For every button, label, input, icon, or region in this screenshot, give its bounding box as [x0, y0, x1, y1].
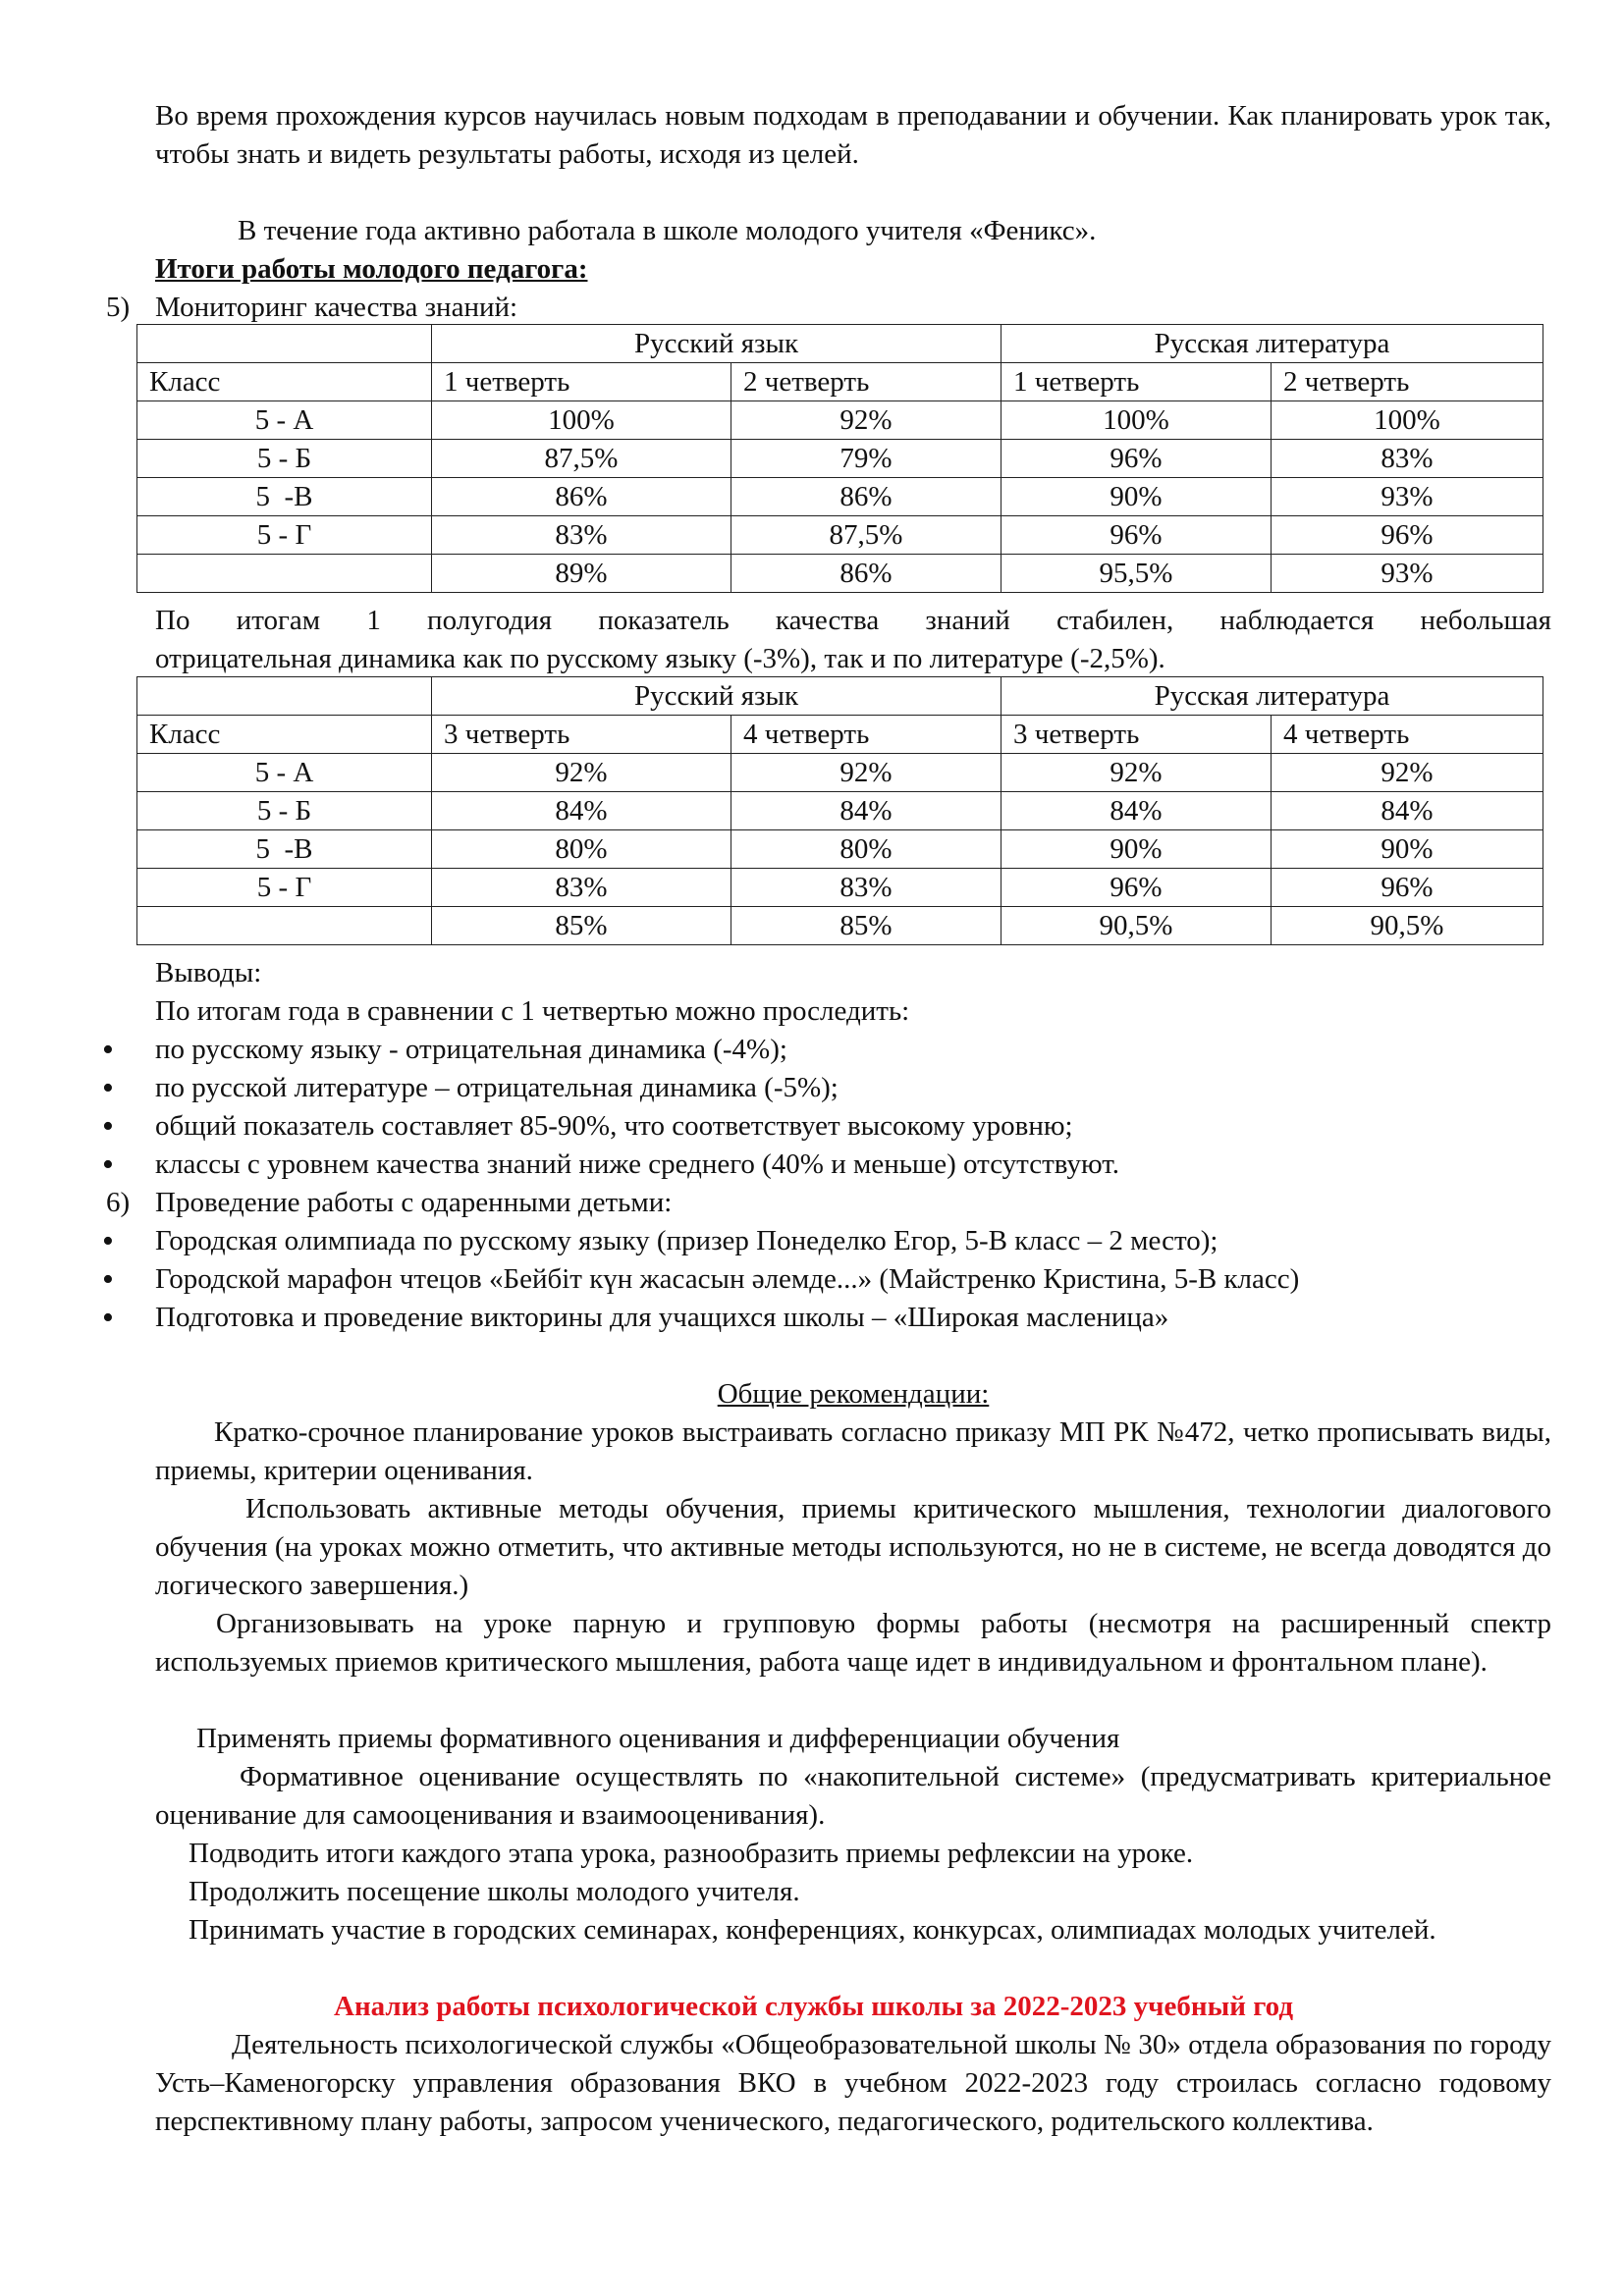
- class-cell: 5 - Г: [137, 516, 432, 555]
- value-cell: 80%: [432, 830, 731, 869]
- quarter-header: 1 четверть: [1001, 363, 1272, 401]
- quality-table-1: [136, 324, 1543, 593]
- value-cell: 83%: [731, 869, 1001, 907]
- table-row: [137, 830, 1543, 869]
- quarter-header: 1 четверть: [432, 363, 731, 401]
- value-cell: 79%: [731, 440, 1001, 478]
- value-cell: 80%: [731, 830, 1001, 869]
- table-header-row: [137, 677, 1543, 716]
- table-header-row: [137, 716, 1543, 754]
- total-cell: 86%: [731, 555, 1001, 593]
- class-cell: 5 -В: [137, 830, 432, 869]
- section-5-number: 5): [106, 292, 131, 323]
- table-cell: [137, 677, 432, 716]
- table-cell: [137, 325, 432, 363]
- section-6-number: 6): [106, 1187, 131, 1218]
- value-cell: 84%: [432, 792, 731, 830]
- class-column-header: Класс: [137, 716, 432, 754]
- table-row: [137, 440, 1543, 478]
- bullet-icon: •: [102, 1300, 114, 1336]
- value-cell: 96%: [1272, 516, 1543, 555]
- value-cell: 96%: [1001, 869, 1272, 907]
- class-cell: [137, 907, 432, 945]
- table-total-row: [137, 555, 1543, 593]
- table-row: [137, 401, 1543, 440]
- quarter-header: 4 четверть: [731, 716, 1001, 754]
- recommendation-paragraph: Организовывать на уроке парную и групповую формы работы (несмотря на расширенный спектр используемых приемов критического мышления, работа чаще идет в индивидуальном и фронтальном плане).: [155, 1608, 1551, 1678]
- quarter-header: 3 четверть: [1001, 716, 1272, 754]
- value-cell: 96%: [1001, 440, 1272, 478]
- value-cell: 100%: [1272, 401, 1543, 440]
- bullet-icon: •: [102, 1147, 114, 1183]
- recommendation-paragraph: Подводить итоги каждого этапа урока, разнообразить приемы рефлексии на уроке.: [189, 1838, 1194, 1869]
- quarter-header: 2 четверть: [731, 363, 1001, 401]
- section-6-title: Проведение работы с одаренными детьми:: [155, 1187, 673, 1218]
- table-row: [137, 792, 1543, 830]
- value-cell: 92%: [1272, 754, 1543, 792]
- conclusions-title: Выводы:: [155, 957, 262, 988]
- intro-paragraph-2: В течение года активно работала в школе молодого учителя «Феникс».: [238, 215, 1097, 246]
- results-heading: Итоги работы молодого педагога:: [155, 253, 588, 285]
- table-header-row: [137, 325, 1543, 363]
- bullet-icon: •: [102, 1108, 114, 1145]
- recommendation-paragraph: Принимать участие в городских семинарах, конференциях, конкурсах, олимпиадах молодых учителей.: [189, 1914, 1436, 1946]
- value-cell: 92%: [432, 754, 731, 792]
- class-cell: 5 - Б: [137, 440, 432, 478]
- class-column-header: Класс: [137, 363, 432, 401]
- bullet-icon: •: [102, 1032, 114, 1068]
- summary-line-1: По итогам 1 полугодия показатель качества знаний стабилен, наблюдается небольшая: [155, 605, 1551, 636]
- section-5-title: Мониторинг качества знаний:: [155, 292, 518, 323]
- recommendation-paragraph: Применять приемы формативного оценивания и дифференциации обучения: [196, 1723, 1120, 1754]
- value-cell: 92%: [731, 401, 1001, 440]
- table-total-row: [137, 907, 1543, 945]
- conclusion-item: по русскому языку - отрицательная динамика (-4%);: [155, 1034, 787, 1065]
- summary-line-2: отрицательная динамика как по русскому языку (-3%), так и по литературе (-2,5%).: [155, 643, 1165, 674]
- table-row: [137, 869, 1543, 907]
- total-cell: 89%: [432, 555, 731, 593]
- total-cell: 90,5%: [1001, 907, 1272, 945]
- value-cell: 100%: [1001, 401, 1272, 440]
- gifted-item: Подготовка и проведение викторины для учащихся школы – «Широкая масленица»: [155, 1302, 1169, 1333]
- bullet-icon: •: [102, 1223, 114, 1259]
- total-cell: 90,5%: [1272, 907, 1543, 945]
- value-cell: 84%: [731, 792, 1001, 830]
- value-cell: 83%: [1272, 440, 1543, 478]
- class-cell: 5 - Г: [137, 869, 432, 907]
- value-cell: 96%: [1272, 869, 1543, 907]
- quarter-header: 2 четверть: [1272, 363, 1543, 401]
- bullet-icon: •: [102, 1070, 114, 1106]
- total-cell: 93%: [1272, 555, 1543, 593]
- subject-header: Русский язык: [432, 325, 1001, 363]
- value-cell: 84%: [1272, 792, 1543, 830]
- value-cell: 87,5%: [731, 516, 1001, 555]
- class-cell: 5 - Б: [137, 792, 432, 830]
- quarter-header: 4 четверть: [1272, 716, 1543, 754]
- value-cell: 100%: [432, 401, 731, 440]
- class-cell: 5 -В: [137, 478, 432, 516]
- conclusion-item: по русской литературе – отрицательная динамика (-5%);: [155, 1072, 839, 1103]
- table-row: [137, 478, 1543, 516]
- bullet-icon: •: [102, 1261, 114, 1298]
- total-cell: 85%: [731, 907, 1001, 945]
- subject-header: Русский язык: [432, 677, 1001, 716]
- value-cell: 96%: [1001, 516, 1272, 555]
- recommendations-title: Общие рекомендации:: [717, 1378, 990, 1410]
- value-cell: 90%: [1001, 478, 1272, 516]
- value-cell: 90%: [1272, 830, 1543, 869]
- value-cell: 90%: [1001, 830, 1272, 869]
- recommendation-paragraph: Продолжить посещение школы молодого учителя.: [189, 1876, 800, 1907]
- table-row: [137, 754, 1543, 792]
- class-cell: 5 - А: [137, 401, 432, 440]
- subject-header: Русская литература: [1001, 325, 1543, 363]
- psych-service-paragraph: Деятельность психологической службы «Общеобразовательной школы № 30» отдела образования по городу Усть–Каменогорску управления образования ВКО в учебном 2022-2023 году строилась согласно годовому перспективному плану работы, запросом ученического, педагогического, родительского коллектива.: [155, 2029, 1551, 2137]
- value-cell: 83%: [432, 516, 731, 555]
- value-cell: 87,5%: [432, 440, 731, 478]
- psych-service-heading: Анализ работы психологической службы школы за 2022-2023 учебный год: [334, 1991, 1293, 2022]
- value-cell: 93%: [1272, 478, 1543, 516]
- quality-table-2: [136, 676, 1543, 945]
- gifted-item: Городская олимпиада по русскому языку (призер Понеделко Егор, 5-В класс – 2 место);: [155, 1225, 1218, 1256]
- class-cell: [137, 555, 432, 593]
- value-cell: 86%: [731, 478, 1001, 516]
- recommendation-paragraph: Использовать активные методы обучения, приемы критического мышления, технологии диалогового обучения (на уроках можно отметить, что активные методы используются, но не в системе, не всегда доводятся до логического завершения.): [155, 1493, 1551, 1601]
- total-cell: 85%: [432, 907, 731, 945]
- gifted-item: Городской марафон чтецов «Бейбіт күн жасасын әлемде...» (Майстренко Кристина, 5-В класс): [155, 1263, 1300, 1295]
- recommendation-paragraph: Кратко-срочное планирование уроков выстраивать согласно приказу МП РК №472, четко прописывать виды, приемы, критерии оценивания.: [155, 1416, 1551, 1486]
- conclusion-item: классы с уровнем качества знаний ниже среднего (40% и меньше) отсутствуют.: [155, 1148, 1119, 1180]
- value-cell: 84%: [1001, 792, 1272, 830]
- quarter-header: 3 четверть: [432, 716, 731, 754]
- total-cell: 95,5%: [1001, 555, 1272, 593]
- subject-header: Русская литература: [1001, 677, 1543, 716]
- recommendation-paragraph: Формативное оценивание осуществлять по «накопительной системе» (предусматривать критериальное оценивание для самооценивания и взаимооценивания).: [155, 1761, 1551, 1831]
- intro-paragraph-1: Во время прохождения курсов научилась новым подходам в преподавании и обучении. Как планировать урок так, чтобы знать и видеть результаты работы, исходя из целей.: [155, 100, 1551, 170]
- conclusion-item: общий показатель составляет 85-90%, что соответствует высокому уровню;: [155, 1110, 1073, 1142]
- value-cell: 83%: [432, 869, 731, 907]
- conclusions-intro: По итогам года в сравнении с 1 четвертью можно проследить:: [155, 995, 910, 1027]
- table-header-row: [137, 363, 1543, 401]
- value-cell: 92%: [731, 754, 1001, 792]
- table-row: [137, 516, 1543, 555]
- class-cell: 5 - А: [137, 754, 432, 792]
- value-cell: 86%: [432, 478, 731, 516]
- value-cell: 92%: [1001, 754, 1272, 792]
